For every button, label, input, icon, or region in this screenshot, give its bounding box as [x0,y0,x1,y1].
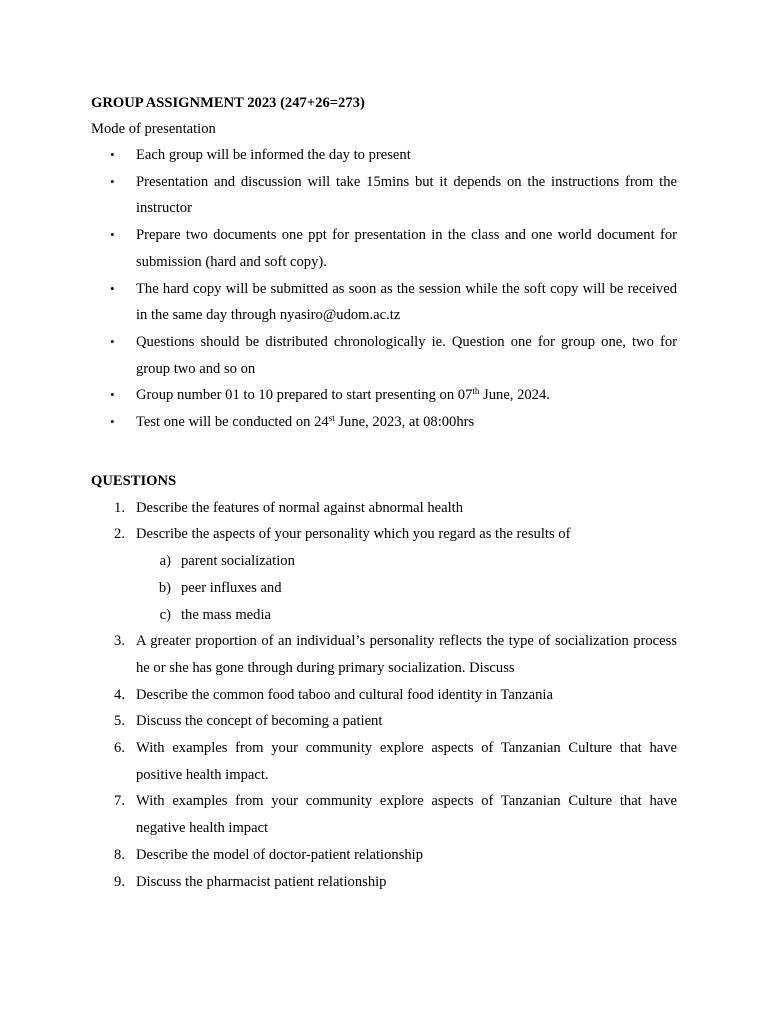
question-item [91,842,677,869]
mode-of-presentation-heading: Mode of presentation [91,121,216,137]
bullet-item [91,409,677,436]
bullet-text: Prepare two documents one ppt for presentation in the class and one world document for submission (hard and soft copy). [136,227,677,270]
bullet-marker: • [110,227,115,243]
question-number: 3. [114,633,125,650]
document-page [91,90,677,895]
bullet-text: Presentation and discussion will take 15mins but it depends on the instructions from the instructor [136,173,677,217]
bullet-marker: • [110,280,115,296]
bullet-text-end: June, 2024. [479,387,550,404]
sub-item [91,548,677,575]
sub-item-text: parent socialization [181,553,295,570]
bullet-marker: • [110,414,115,430]
bullet-marker: • [110,173,115,189]
question-number: 9. [114,873,125,890]
bullet-item [91,329,677,382]
question-number: 8. [114,846,125,863]
sub-item-text: peer influxes and [181,579,282,596]
question-text: Discuss the pharmacist patient relationship [136,873,387,890]
question-text: Discuss the concept of becoming a patient [136,713,383,730]
question-number: 2. [114,526,125,543]
question-text: Describe the common food taboo and cultural food identity in Tanzania [136,686,553,703]
sub-item-letter: b) [158,579,171,596]
question-number: 4. [114,686,125,703]
bullet-item [91,222,677,275]
question-item [91,682,677,709]
question-text: With examples from your community explore aspects of Tanzanian Culture that have positive health impact. [136,740,677,783]
question-text: Describe the model of doctor-patient relationship [136,846,424,863]
question-text: With examples from your community explore aspects of Tanzanian Culture that have negative health impact [136,793,677,837]
bullet-marker: • [110,147,115,162]
presentation-bullet-list [91,142,677,436]
sub-item-letter: a) [159,553,171,570]
question-number: 1. [114,499,125,516]
bullet-item [91,142,677,169]
bullet-text-start: Group number 01 to 10 prepared to start presenting on 07 [136,387,473,404]
bullet-text: Questions should be distributed chronologically ie. Question one for group one, two for group two and so on [136,333,677,377]
bullet-marker: • [110,333,115,349]
question-number: 5. [114,713,125,730]
sub-item [91,602,677,629]
section-spacer [91,436,677,468]
question-sublist [91,548,677,628]
question-sublist-container [91,548,677,628]
question-text: Describe the aspects of your personality which you regard as the results of [136,526,571,543]
question-number: 6. [114,740,125,757]
question-item [91,495,677,522]
question-item [91,788,677,841]
question-item [91,628,677,681]
bullet-text-start: Test one will be conducted on 24 [136,414,329,431]
question-text: Describe the features of normal against abnormal health [136,499,464,516]
question-item [91,869,677,896]
bullet-item [91,169,677,222]
sub-item-text: the mass media [181,606,271,623]
bullet-text-end: June, 2023, at 08:00hrs [334,414,475,431]
questions-heading: QUESTIONS [91,472,177,489]
bullet-text: The hard copy will be submitted as soon as the session while the soft copy will be received in the same day through nyasiro@udom.ac.tz [136,280,677,324]
bullet-item [91,276,677,329]
question-number: 7. [114,793,125,810]
sub-item-letter: c) [159,606,171,623]
bullet-marker: • [110,387,115,403]
questions-list [91,495,677,896]
bullet-text: Each group will be informed the day to present [136,147,411,163]
sub-item [91,575,677,602]
question-item [91,708,677,735]
ordinal-superscript: th [472,386,480,397]
question-text: A greater proportion of an individual’s personality reflects the type of socialization process he or she has gone through during primary socialization. Discuss [136,633,677,676]
question-item [91,735,677,788]
ordinal-superscript: st [328,413,335,424]
document-title: GROUP ASSIGNMENT 2023 (247+26=273) [91,95,365,111]
question-item [91,521,677,548]
bullet-item [91,382,677,409]
